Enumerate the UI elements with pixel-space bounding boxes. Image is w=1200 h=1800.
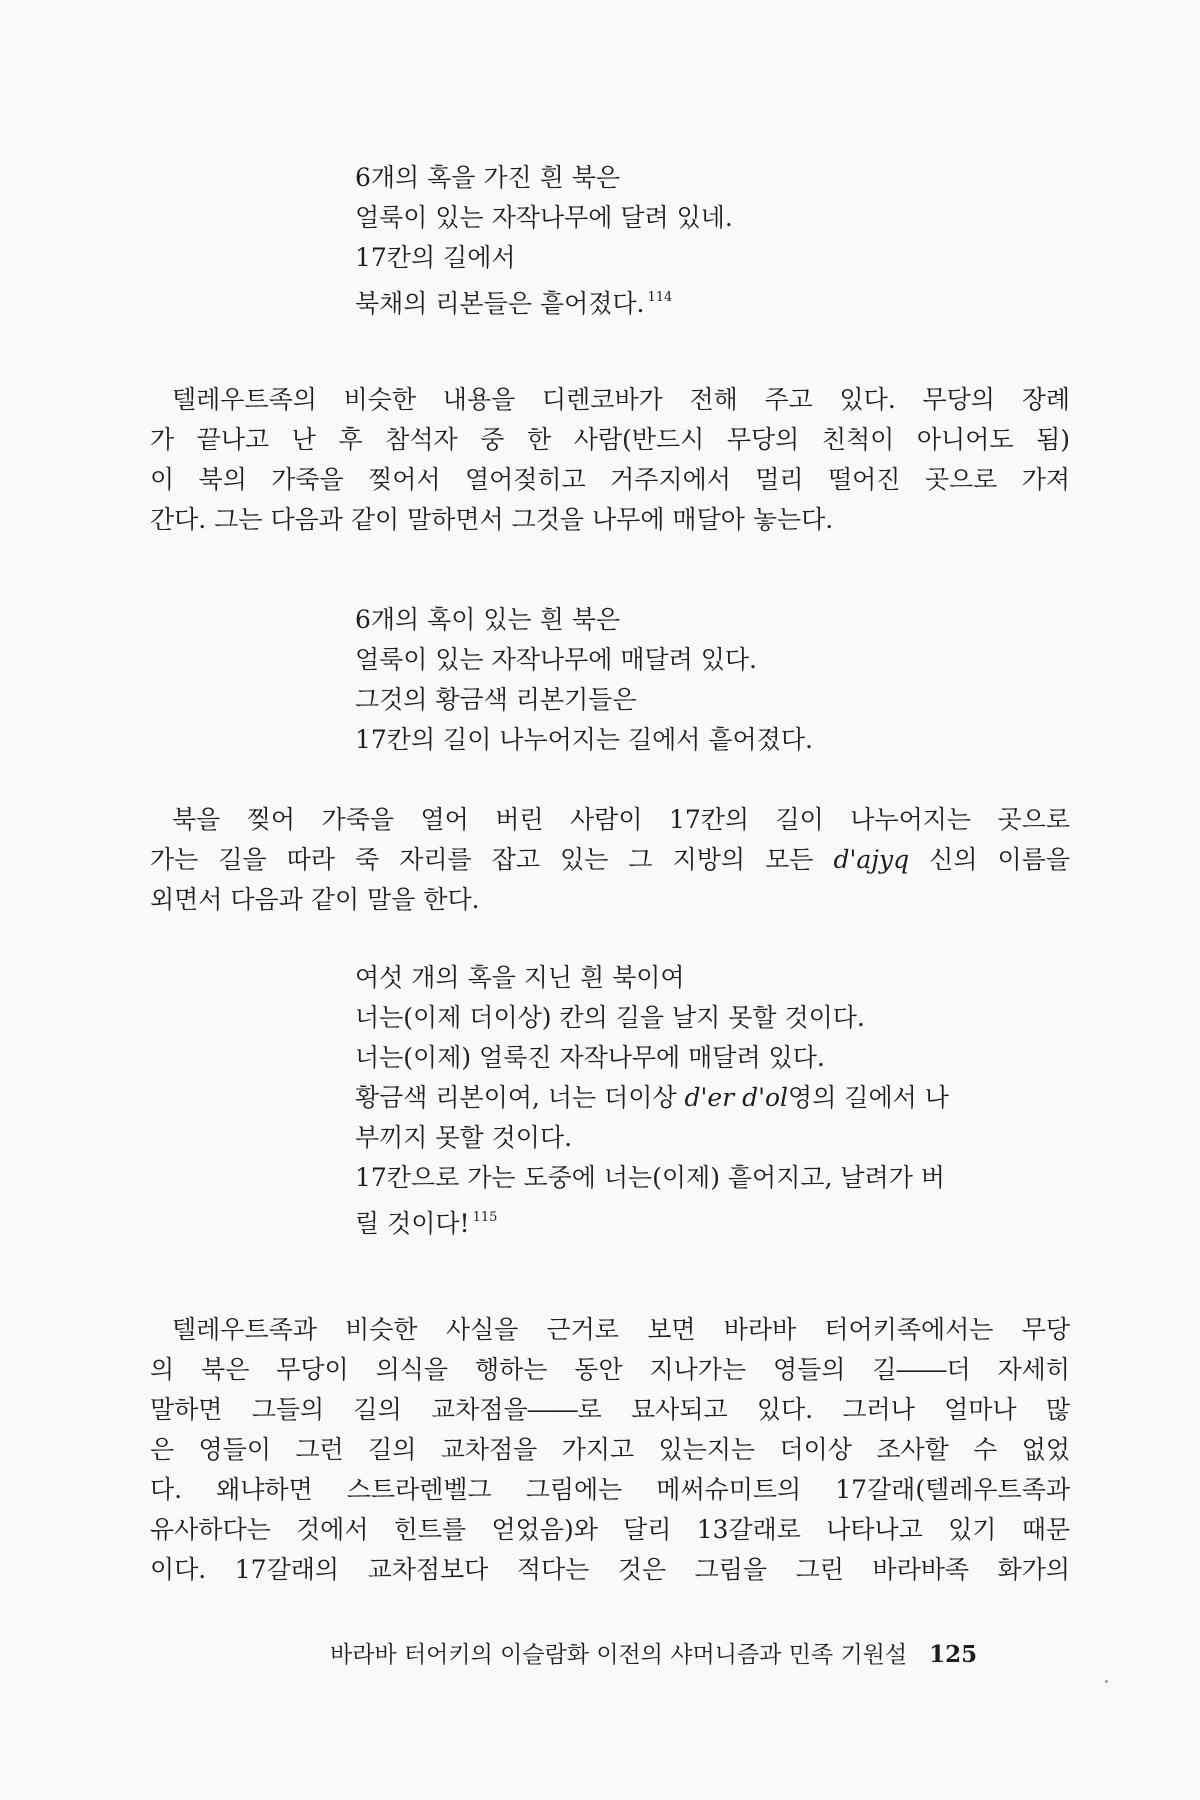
paragraph-1 [150,380,1070,540]
verse-line: 17칸의 길이 나누어지는 길에서 흩어졌다. [355,725,813,754]
verse-block-2 [355,600,813,760]
verse-line [355,1078,1060,1118]
italic-term: d'ajyq [833,845,910,874]
verse-line-text: 황금색 리본이여, 너는 더이상 [355,1083,685,1112]
paragraph-line: 외면서 다음과 같이 말을 한다. [150,885,480,914]
verse-line: 6개의 혹이 있는 흰 북은 [355,605,621,634]
paragraph-text: 신의 이름을 [909,845,1070,874]
verse-line: 얼룩이 있는 자작나무에 달려 있네. [355,203,733,232]
verse-line: 그것의 황금색 리본기들은 [355,685,637,714]
verse-line-text: 북채의 리본들은 흩어졌다. [355,289,645,318]
scan-speck [1105,1680,1108,1683]
paragraph-line: 북을 찢어 가죽을 열어 버린 사람이 17칸의 길이 나누어지는 곳으로 [172,805,1070,834]
paragraph-line: 간다. 그는 다음과 같이 말하면서 그것을 나무에 매달아 놓는다. [150,505,834,534]
page-number: 125 [929,1641,978,1668]
verse-line [355,278,733,324]
verse-line: 너는(이제) 얼룩진 자작나무에 매달려 있다. [355,1043,825,1072]
paragraph-line: 다. 왜냐하면 스트라렌벨그 그림에는 메써슈미트의 17갈래(텔레우트족과 [150,1475,1070,1504]
verse-line [355,1198,1060,1244]
paragraph-line: 유사하다는 것에서 힌트를 얻었음)와 달리 13갈래로 나타나고 있기 때문 [150,1515,1070,1544]
verse-line: 17칸으로 가는 도중에 너는(이제) 흩어지고, 날려가 버 [355,1163,945,1192]
verse-line: 여섯 개의 혹을 지닌 흰 북이여 [355,963,685,992]
verse-line-text: 릴 것이다! [355,1209,470,1238]
verse-line: 17칸의 길에서 [355,243,516,272]
running-title: 바라바 터어키의 이슬람화 이전의 샤머니즘과 민족 기원설 [330,1642,908,1668]
verse-line: 얼룩이 있는 자작나무에 매달려 있다. [355,645,757,674]
paragraph-line: 텔레우트족의 비슷한 내용을 디렌코바가 전해 주고 있다. 무당의 장례 [172,385,1070,414]
paragraph-line [150,840,1070,880]
paragraph-text: 가는 길을 따라 죽 자리를 잡고 있는 그 지방의 모든 [150,845,834,874]
footnote-marker: 114 [647,290,673,305]
paragraph-line: 의 북은 무당이 의식을 행하는 동안 지나가는 영들의 길――더 자세히 [150,1355,1070,1384]
paragraph-line: 이다. 17갈래의 교차점보다 적다는 것은 그림을 그린 바라바족 화가의 [150,1555,1070,1584]
paragraph-line: 이 북의 가죽을 찢어서 열어젖히고 거주지에서 멀리 떨어진 곳으로 가져 [150,465,1070,494]
verse-block-1 [355,158,733,324]
paragraph-line: 말하면 그들의 길의 교차점을――로 묘사되고 있다. 그러나 얼마나 많 [150,1395,1070,1424]
paragraph-line: 텔레우트족과 비슷한 사실을 근거로 보면 바라바 터어키족에서는 무당 [172,1315,1070,1344]
footnote-marker: 115 [472,1210,498,1225]
verse-line-text: 영의 길에서 나 [788,1083,949,1112]
verse-block-3 [355,958,1060,1244]
verse-line: 부끼지 못할 것이다. [355,1123,573,1152]
paragraph-line: 가 끝나고 난 후 참석자 중 한 사람(반드시 무당의 친척이 아니어도 됨) [150,425,1070,454]
italic-term: d'er d'ol [684,1083,789,1112]
paragraph-3 [150,1310,1070,1590]
paragraph-line: 은 영들이 그런 길의 교차점을 가지고 있는지는 더이상 조사할 수 없었 [150,1435,1070,1464]
verse-line: 너는(이제 더이상) 칸의 길을 날지 못할 것이다. [355,1003,865,1032]
paragraph-2 [150,800,1070,920]
page-footer [330,1640,1050,1670]
verse-line: 6개의 혹을 가진 흰 북은 [355,163,621,192]
